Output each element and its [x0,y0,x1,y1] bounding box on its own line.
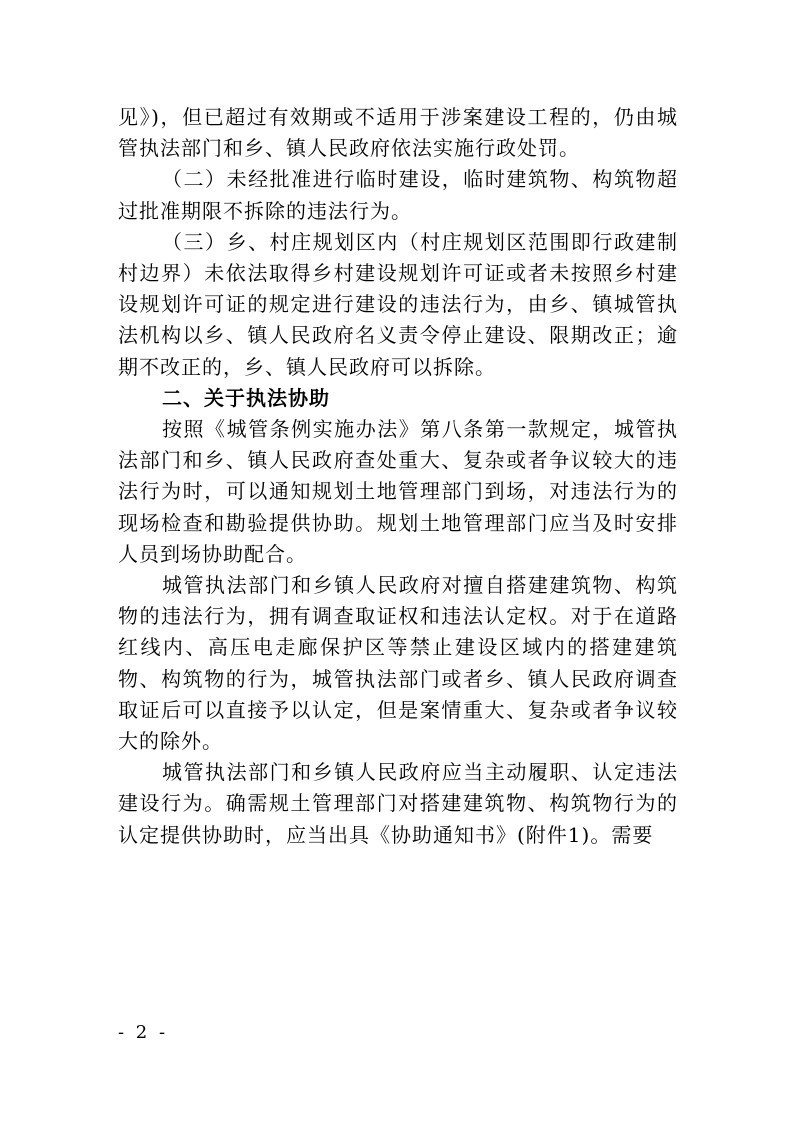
paragraph-assist-1: 按照《城管条例实施办法》第八条第一款规定，城管执法部门和乡、镇人民政府查处重大、复杂或者争议较大的违法行为时，可以通知规划土地管理部门到场，对违法行为的现场检查和勘验提供协助。规划土地管理部门应当及时安排人员到场协助配合。 [118,417,678,566]
section-heading: 二、关于执法协助 [162,385,330,410]
page-number: - 2 - [118,1022,169,1043]
paragraph-assist-3: 城管执法部门和乡镇人民政府应当主动履职、认定违法建设行为。确需规土管理部门对搭建建筑物、构筑物行为的认定提供协助时，应当出具《协助通知书》(附件1)。需要 [118,760,678,847]
document-body [118,102,678,851]
paragraph-continued: 见》)，但已超过有效期或不适用于涉案建设工程的，仍由城管执法部门和乡、镇人民政府依法实施行政处罚。 [118,105,678,161]
paragraph-item-2: （二）未经批准进行临时建设，临时建筑物、构筑物超过批准期限不拆除的违法行为。 [118,167,678,223]
paragraph-item-3: （三）乡、村庄规划区内（村庄规划区范围即行政建制村边界）未依法取得乡村建设规划许可证或者未按照乡村建设规划许可证的规定进行建设的违法行为，由乡、镇城管执法机构以乡、镇人民政府名义责令停止建设、限期改正；逾期不改正的，乡、镇人民政府可以拆除。 [118,229,678,379]
paragraph-assist-2: 城管执法部门和乡镇人民政府对擅自搭建建筑物、构筑物的违法行为，拥有调查取证权和违法认定权。对于在道路红线内、高压电走廊保护区等禁止建设区域内的搭建建筑物、构筑物的行为，城管执法部门或者乡、镇人民政府调查取证后可以直接予以认定，但是案情重大、复杂或者争议较大的除外。 [118,573,678,754]
